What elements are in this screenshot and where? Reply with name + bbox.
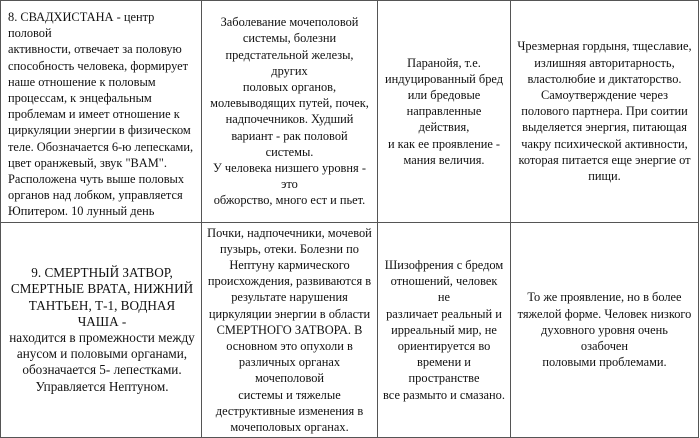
cell-text-line: Заболевание мочеполовой xyxy=(220,15,359,30)
cell-text-line: цвет оранжевый, звук "BAM". xyxy=(8,155,167,170)
cell-text-line: Нептуну кармического xyxy=(229,258,350,273)
cell-text-line: надпочечников. Худший xyxy=(225,112,354,127)
cell-text-line: предстательной железы, других xyxy=(225,47,354,78)
chakra-description-cell xyxy=(1,222,202,438)
cell-text-line: находится в промежности между xyxy=(9,329,195,345)
cell-text-line: 8. СВАДХИСТАНА - центр половой xyxy=(8,10,155,41)
cell-text-line: ирреальный мир, не xyxy=(391,322,497,337)
cell-text-line: Самоутверждение через xyxy=(540,88,669,103)
cell-text-line: Почки, надпочечники, мочевой xyxy=(207,225,372,240)
cell-text-line: пищи. xyxy=(588,169,621,184)
cell-text-line: различает реальный и xyxy=(386,306,502,321)
cell-text-line: Чрезмерная гордыня, тщеславие, xyxy=(517,39,692,54)
cell-text-line: вариант - рак половой системы. xyxy=(231,128,348,159)
cell-text-line: индуцированный бред xyxy=(384,71,504,86)
cell-text-line: системы и тяжелые xyxy=(238,387,341,402)
cell-text-line: и как ее проявление - xyxy=(387,136,501,151)
cell-text-line: молевыводящих путей, почек, xyxy=(210,96,369,111)
mental-disorders-cell xyxy=(378,1,511,223)
cell-text-line: излишняя авторитарность, xyxy=(534,55,675,70)
cell-text-line: способность человека, формирует xyxy=(8,58,189,73)
cell-text-line: СМЕРТНЫЕ ВРАТА, НИЖНИЙ xyxy=(10,281,194,297)
cell-text-line: теле. Обозначается 6-ю лепесками, xyxy=(8,139,194,154)
cell-text-line: мочеполовых органах. xyxy=(230,420,349,435)
cell-text-line: То же проявление, но в более xyxy=(527,290,682,305)
cell-text-line: наше отношение к половым xyxy=(8,74,156,89)
cell-text-line: проблемам и имеет отношение к xyxy=(8,107,180,122)
cell-text-line: направленные действия, xyxy=(406,104,482,135)
mental-disorders-cell xyxy=(378,222,511,438)
cell-text-line: Шизофрения с бредом xyxy=(384,258,504,273)
cell-text-line: тяжелой форме. Человек низкого xyxy=(517,306,692,321)
character-manifestation-cell xyxy=(511,1,699,223)
chakra-description-cell xyxy=(1,1,202,223)
cell-text-line: пузырь, отеки. Болезни по xyxy=(220,241,359,256)
table-row xyxy=(1,222,699,438)
cell-text-line: властолюбие и диктаторство. xyxy=(527,71,682,86)
cell-text-line: системы, болезни xyxy=(242,31,337,46)
character-manifestation-cell xyxy=(511,222,699,438)
physical-disorders-cell xyxy=(202,1,378,223)
cell-text-line: различных органах мочеполовой xyxy=(238,355,341,386)
cell-text-line: Управляется Нептуном. xyxy=(35,378,169,394)
cell-text-line: ТАНТЬЕН, Т-1, ВОДНАЯ ЧАША - xyxy=(28,297,176,329)
cell-text-line: ориентируется во xyxy=(397,339,491,354)
table-row xyxy=(1,1,699,223)
physical-disorders-cell xyxy=(202,222,378,438)
cell-text-line: обозначается 5- лепестками. xyxy=(22,362,182,378)
cell-text-line: Юпитером. 10 лунный день xyxy=(8,204,155,219)
cell-text-line: Паранойя, т.е. xyxy=(407,55,481,70)
cell-text-line: циркуляции энергии в области xyxy=(208,306,371,321)
cell-text-line: деструктивные изменения в xyxy=(215,403,364,418)
cell-text-line: СМЕРТНОГО ЗАТВОРА. В xyxy=(216,322,363,337)
cell-text-line: анусом и половыми органами, xyxy=(16,346,188,362)
cell-text-line: Расположена чуть выше половых xyxy=(8,172,185,187)
cell-text-line: результате нарушения xyxy=(231,290,348,305)
cell-text-line: половыми проблемами. xyxy=(542,355,667,370)
cell-text-line: отношений, человек не xyxy=(390,274,498,305)
cell-text-line: обжорство, много ест и пьет. xyxy=(213,193,366,208)
cell-text-line: У человека низшего уровня - это xyxy=(213,160,366,192)
cell-text-line: времени и пространстве xyxy=(408,355,480,386)
cell-text-line: органов над лобком, управляется xyxy=(8,188,183,203)
cell-text-line: мания величия. xyxy=(403,152,485,167)
cell-text-line: выделяется энергия, питающая xyxy=(522,120,687,135)
cell-text-line: процессам, к энцефальным xyxy=(8,91,152,106)
cell-text-line: циркуляции энергии в физическом xyxy=(8,123,191,138)
cell-text-line: все размыто и смазано. xyxy=(383,387,505,402)
cell-text-line: основном это опухоли в xyxy=(226,339,353,354)
cell-text-line: полового партнера. При соитии xyxy=(521,104,688,119)
cell-text-line: половых органов, xyxy=(242,79,337,94)
cell-text-line: духовного уровня очень озабочен xyxy=(541,322,668,354)
cell-text-line: или бредовые xyxy=(407,88,481,103)
cell-text-line: происхождения, развиваются в xyxy=(207,274,372,289)
cell-text-line: чакру психической активности, xyxy=(521,136,688,151)
cell-text-line: активности, отвечает за половую xyxy=(8,42,182,57)
cell-text-line: которая питается еще энергие от xyxy=(518,152,691,167)
cell-text-line: 9. СМЕРТНЫЙ ЗАТВОР, xyxy=(31,265,173,281)
